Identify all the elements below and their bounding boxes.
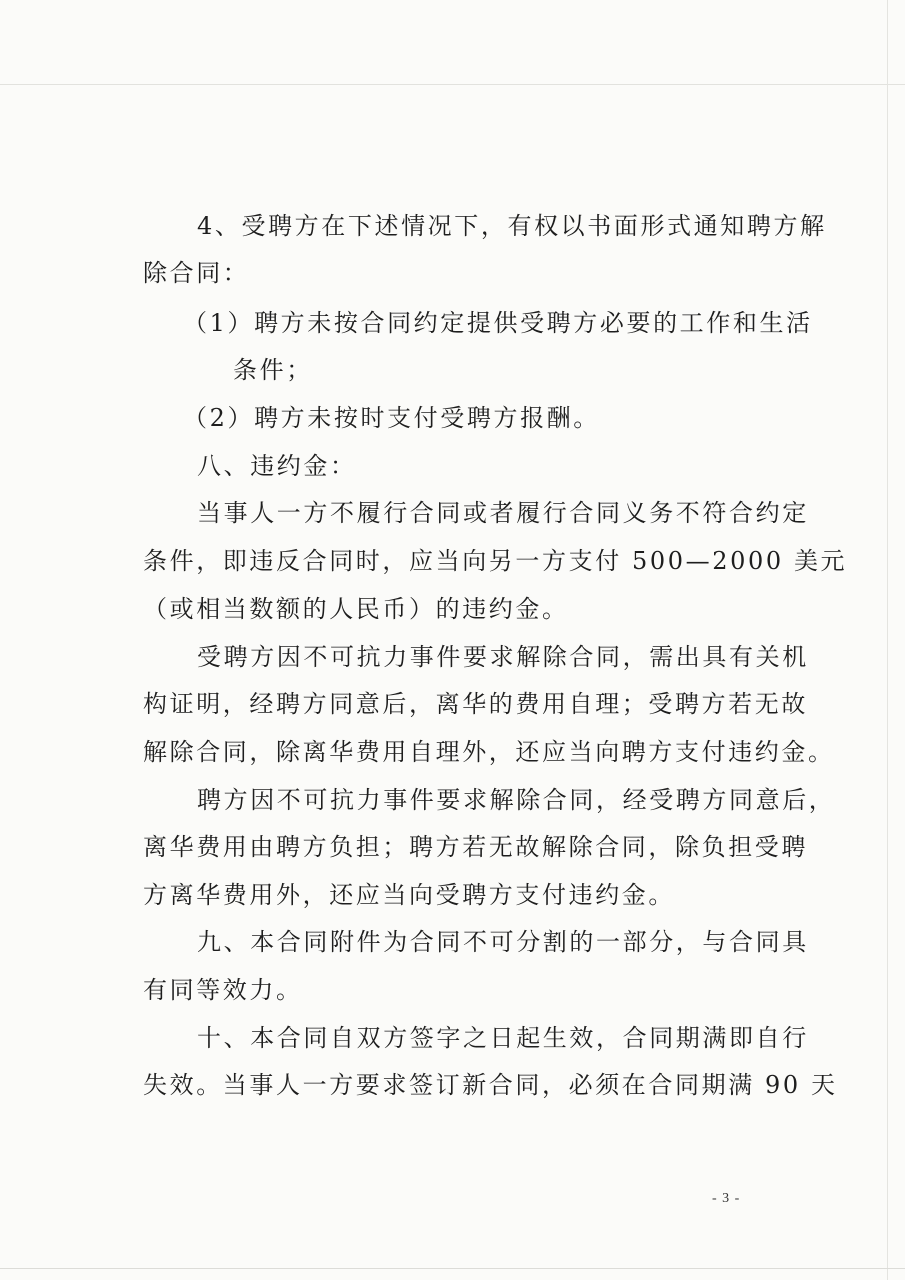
section-8-para-2-line-3: 解除合同，除离华费用自理外，还应当向聘方支付违约金。 <box>143 738 835 766</box>
section-8-para-1-line-2: 条件，即违反合同时，应当向另一方支付 500—2000 美元 <box>143 547 848 575</box>
scan-edge-right <box>887 0 888 1280</box>
scan-edge-bottom <box>0 1268 905 1269</box>
section-8-para-1-line-3: （或相当数额的人民币）的违约金。 <box>143 595 569 623</box>
section-10-line-1: 十、本合同自双方签字之日起生效，合同期满即自行 <box>197 1024 809 1052</box>
item-2-line: （2）聘方未按时支付受聘方报酬。 <box>183 404 600 432</box>
section-9-line-2: 有同等效力。 <box>143 976 303 1004</box>
section-8-para-2-line-1: 受聘方因不可抗力事件要求解除合同，需出具有关机 <box>197 643 809 671</box>
section-8-heading: 八、违约金： <box>197 452 357 480</box>
section-8-para-1-line-1: 当事人一方不履行合同或者履行合同义务不符合约定 <box>197 499 809 527</box>
section-8-para-3-line-1: 聘方因不可抗力事件要求解除合同，经受聘方同意后， <box>197 786 836 814</box>
section-8-para-2-line-2: 构证明，经聘方同意后，离华的费用自理；受聘方若无故 <box>143 690 808 718</box>
section-9-line-1: 九、本合同附件为合同不可分割的一部分，与合同具 <box>197 928 809 956</box>
clause-4-line-1: 4、受聘方在下述情况下，有权以书面形式通知聘方解 <box>197 212 827 240</box>
section-8-para-3-line-2: 离华费用由聘方负担；聘方若无故解除合同，除负担受聘 <box>143 833 808 861</box>
scan-edge-top <box>0 84 905 85</box>
section-8-para-3-line-3: 方离华费用外，还应当向受聘方支付违约金。 <box>143 881 675 909</box>
item-1-line-1: （1）聘方未按合同约定提供受聘方必要的工作和生活 <box>183 309 813 337</box>
clause-4-line-2: 除合同： <box>143 259 250 287</box>
section-10-line-2: 失效。当事人一方要求签订新合同，必须在合同期满 90 天 <box>143 1071 838 1099</box>
item-1-line-2: 条件； <box>233 356 313 384</box>
page-number: - 3 - <box>712 1191 741 1206</box>
